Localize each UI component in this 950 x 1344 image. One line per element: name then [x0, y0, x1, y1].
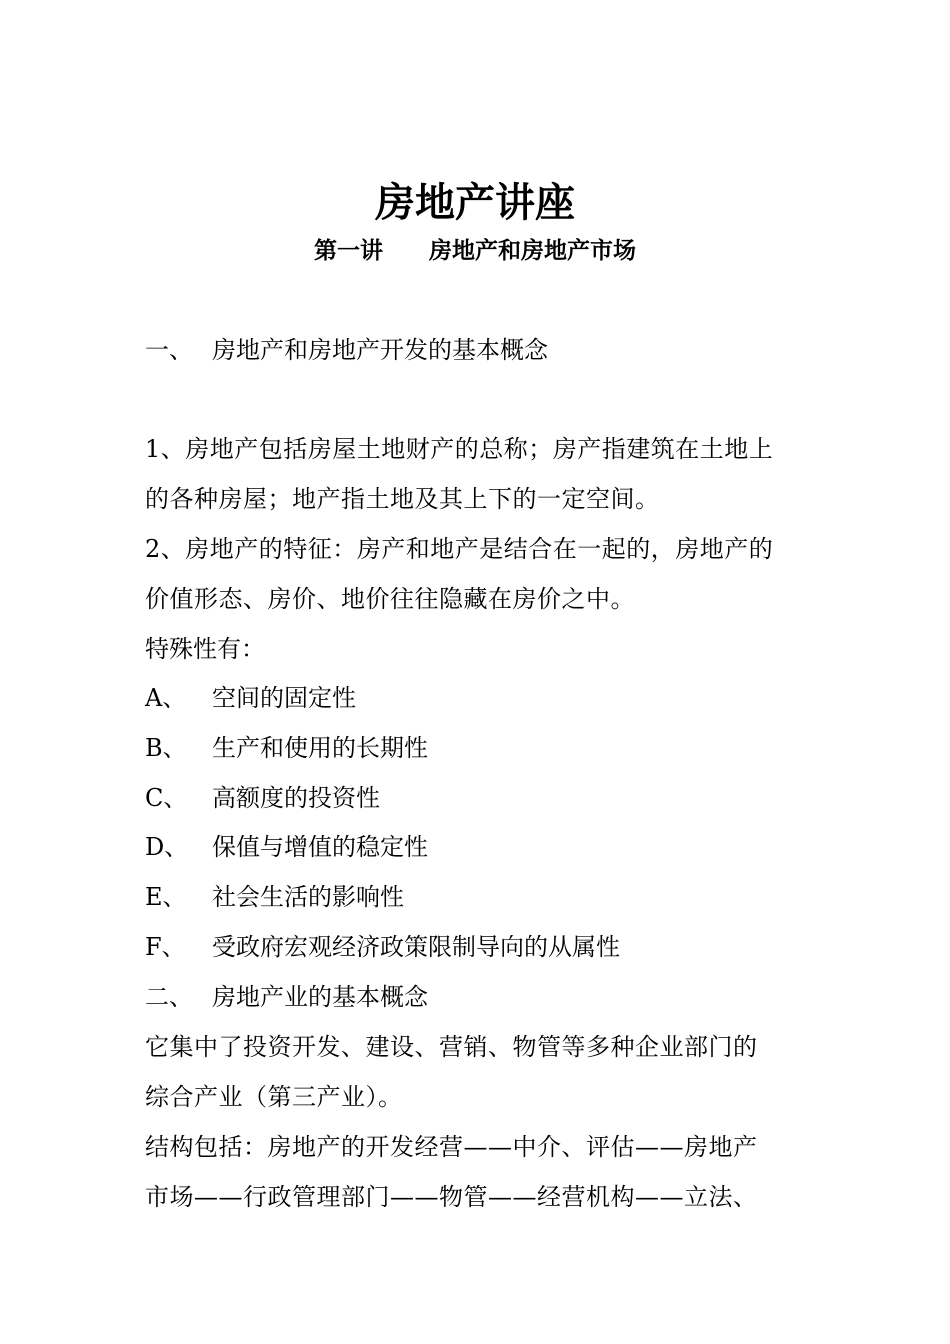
feature-text: 保值与增值的稳定性 [212, 833, 428, 861]
document-title: 房地产讲座 [375, 179, 575, 226]
feature-text: 高额度的投资性 [212, 784, 380, 812]
section-heading-text: 房地产业的基本概念 [212, 983, 428, 1011]
feature-marker: D、 [145, 833, 189, 861]
section-heading-1 [145, 333, 548, 367]
special-label: 特殊性有： [145, 635, 265, 663]
paragraph-1-line-2: 的各种房屋；地产指土地及其上下的一定空间。 [145, 485, 660, 513]
section-marker: 一、 [145, 336, 193, 364]
feature-marker: F、 [145, 933, 186, 961]
paragraph-2-line-2: 价值形态、房价、地价往往隐藏在房价之中。 [145, 585, 635, 613]
paragraph-4-line-2: 市场——行政管理部门——物管——经营机构——立法、 [145, 1183, 758, 1211]
feature-item [145, 930, 620, 964]
paragraph-1-line-1: 1、房地产包括房屋土地财产的总称；房产指建筑在土地上 [145, 435, 774, 463]
section-heading-2 [145, 980, 428, 1014]
document-subtitle: 第一讲 房地产和房地产市场 [314, 237, 636, 264]
paragraph-3-line-2: 综合产业（第三产业）。 [145, 1083, 403, 1111]
feature-item [145, 830, 428, 864]
paragraph-2-line-1: 2、房地产的特征：房产和地产是结合在一起的，房地产的 [145, 535, 774, 563]
feature-marker: C、 [145, 784, 188, 812]
feature-marker: E、 [145, 883, 187, 911]
paragraph-4-line-1: 结构包括：房地产的开发经营——中介、评估——房地产 [145, 1133, 758, 1161]
section-marker: 二、 [145, 983, 193, 1011]
feature-marker: B、 [145, 734, 187, 762]
feature-text: 生产和使用的长期性 [212, 734, 428, 762]
feature-item [145, 731, 428, 765]
feature-item [145, 880, 404, 914]
feature-item [145, 681, 356, 715]
feature-item [145, 781, 380, 815]
feature-text: 空间的固定性 [212, 684, 356, 712]
section-heading-text: 房地产和房地产开发的基本概念 [212, 336, 548, 364]
feature-marker: A、 [145, 684, 187, 712]
paragraph-3-line-1: 它集中了投资开发、建设、营销、物管等多种企业部门的 [145, 1033, 758, 1061]
feature-text: 社会生活的影响性 [212, 883, 404, 911]
feature-text: 受政府宏观经济政策限制导向的从属性 [212, 933, 620, 961]
